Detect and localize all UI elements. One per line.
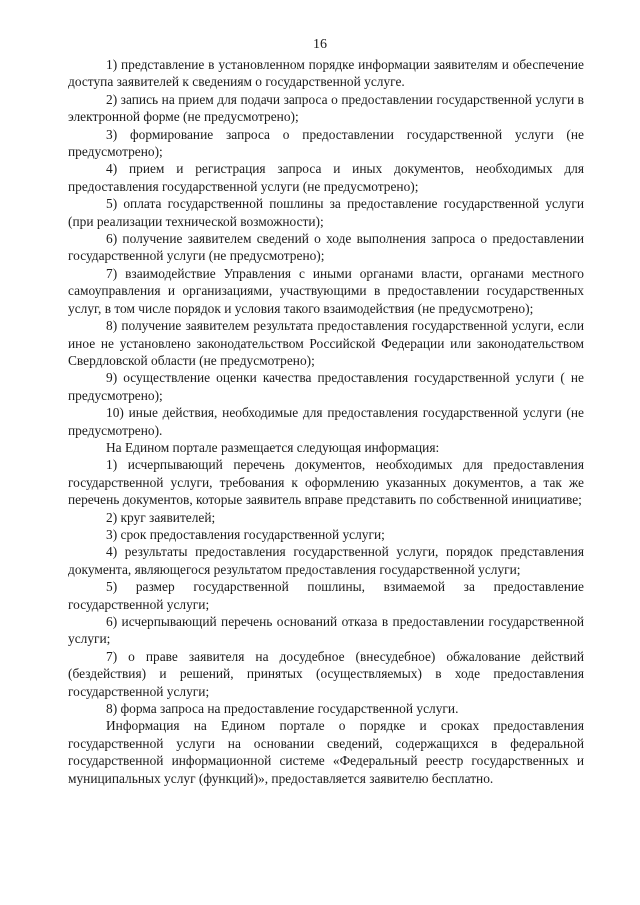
paragraph-list-item: 8) получение заявителем результата предоставления государственной услуги, если иное не установлено законодательством Российской Федерации или законодательством Свердловской области (не предусмотрено);	[68, 318, 584, 368]
paragraph-list-item: 9) осуществление оценки качества предоставления государственной услуги ( не предусмотрено);	[68, 370, 584, 403]
paragraph-list-item: 6) получение заявителем сведений о ходе выполнения запроса о предоставлении государственной услуги (не предусмотрено);	[68, 231, 584, 264]
paragraph-list-item: 2) круг заявителей;	[106, 509, 216, 525]
paragraph-list-item: 3) формирование запроса о предоставлении государственной услуги (не предусмотрено);	[68, 126, 584, 160]
paragraph-list-item: 1) представление в установленном порядке информации заявителям и обеспечение доступа заявителей к сведениям о государственной услуге.	[68, 57, 584, 90]
document-body	[68, 56, 584, 787]
paragraph-list-item: 6) исчерпывающий перечень оснований отказа в предоставлении государственной услуги;	[68, 614, 584, 647]
paragraph-list-item: 1) исчерпывающий перечень документов, необходимых для предоставления государственной услуги, требования к оформлению указанных документов, а так же перечень документов, которые заявитель вправе представить по собственной инициативе;	[68, 457, 584, 508]
paragraph-list-item: 4) прием и регистрация запроса и иных документов, необходимых для предоставления государственной услуги (не предусмотрено);	[68, 161, 584, 194]
paragraph-closing: Информация на Едином портале о порядке и сроках предоставления государственной услуги на основании сведений, содержащихся в федеральной государственной информационной системе «Федеральный реестр государственных и муниципальных услуг (функций)», предоставляется заявителю бесплатно.	[68, 718, 584, 786]
paragraph-list-item: 7) взаимодействие Управления с иными органами власти, органами местного самоуправления и организациями, участвующими в предоставлении государственных услуг, в том числе порядок и условия такого взаимодействия (не предусмотрено);	[68, 265, 584, 316]
paragraph-list-item: 5) оплата государственной пошлины за предоставление государственной услуги (при реализации технической возможности);	[68, 196, 584, 229]
paragraph-list-item: 5) размер государственной пошлины, взимаемой за предоставление государственной услуги;	[68, 579, 584, 612]
paragraph-list-item: 2) запись на прием для подачи запроса о предоставлении государственной услуги в электронной форме (не предусмотрено);	[68, 91, 584, 125]
page-number: 16	[313, 37, 327, 52]
paragraph-list-item: 4) результаты предоставления государственной услуги, порядок представления документа, являющегося результатом предоставления государственной услуги;	[68, 544, 584, 577]
paragraph-list-item: 3) срок предоставления государственной услуги;	[106, 526, 385, 542]
paragraph-list-item: 10) иные действия, необходимые для предоставления государственной услуги (не предусмотрено).	[68, 405, 584, 438]
paragraph-list-item: 8) форма запроса на предоставление государственной услуги.	[106, 701, 459, 717]
paragraph-list-item: 7) о праве заявителя на досудебное (внесудебное) обжалование действий (бездействия) и решений, принятых (осуществляемых) в ходе предоставления государственной услуги;	[68, 648, 584, 699]
paragraph-intro: На Едином портале размещается следующая информация:	[106, 439, 440, 455]
